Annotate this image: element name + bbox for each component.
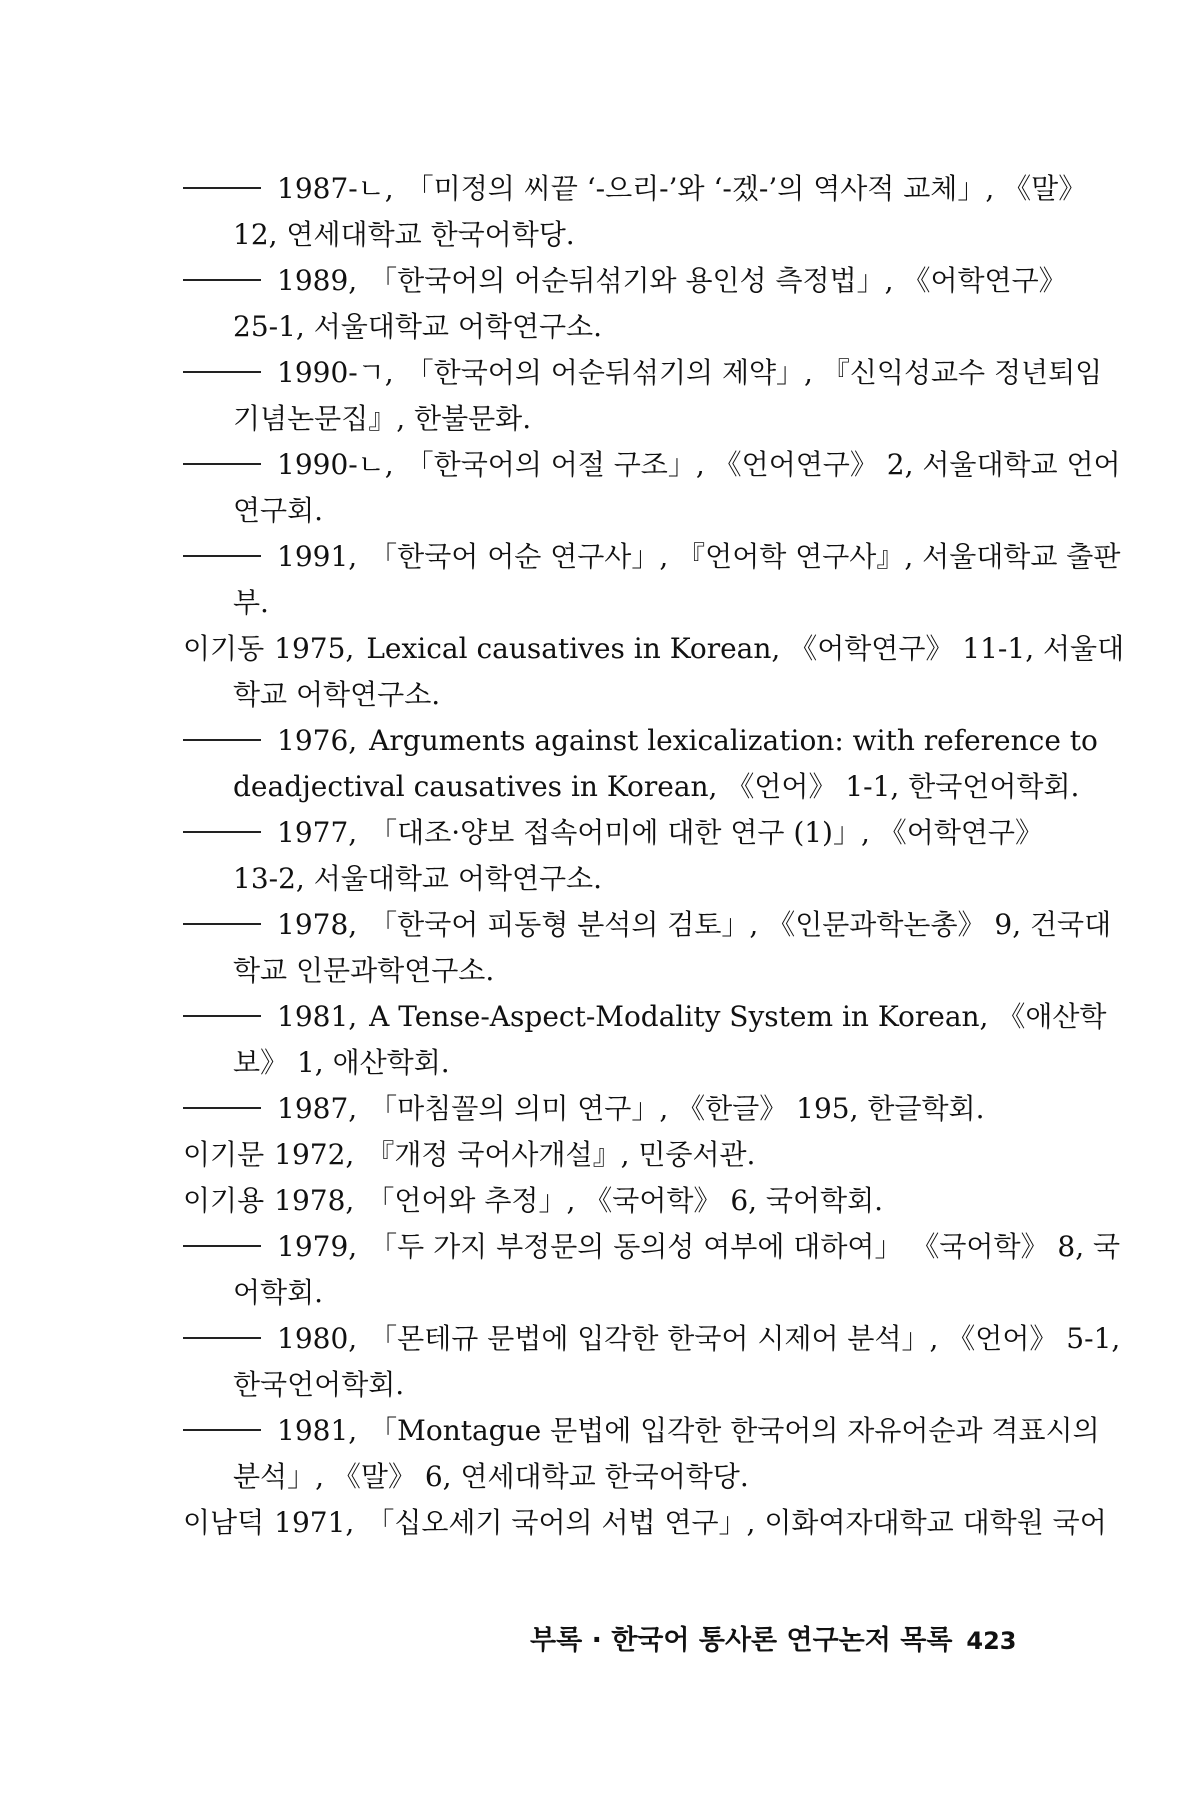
bibliography-entry: [183, 350, 1103, 442]
bibliography-entry: [183, 626, 1125, 718]
entry-continuation: 학교 어학연구소.: [233, 678, 441, 711]
entry-text: 「대조·양보 접속어미에 대한 연구 (1)」, 《어학연구》: [369, 816, 1043, 849]
entry-year: 1987,: [277, 1092, 358, 1125]
bibliography-entry: [183, 1224, 1121, 1316]
entry-continuation: 학교 인문과학연구소.: [233, 954, 495, 987]
bibliography-entry: [183, 1132, 1043, 1178]
bibliography-entry: [183, 1086, 1043, 1132]
bibliography-entry: [183, 534, 1121, 626]
entry-author: 이남덕: [183, 1506, 265, 1539]
entry-text: 「한국어의 어순뒤섞기와 용인성 측정법」, 《어학연구》: [369, 264, 1067, 297]
entry-continuation: 보》 1, 애산학회.: [233, 1046, 450, 1079]
entry-text: 『개정 국어사개설』, 민중서관.: [366, 1138, 756, 1171]
ditto-dash: [183, 187, 261, 189]
entry-first-line: [183, 1500, 1107, 1546]
bibliography-entry: [183, 1316, 1121, 1408]
entry-first-line: [183, 442, 1121, 488]
entry-year: 1991,: [277, 540, 358, 573]
entry-continuation: 연구회.: [233, 494, 324, 527]
entry-text: 「몬테규 문법에 입각한 한국어 시제어 분석」, 《언어》 5-1,: [369, 1322, 1121, 1355]
entry-year: 1981,: [277, 1414, 358, 1447]
entry-first-line: [183, 994, 1107, 1040]
entry-continuation: 25-1, 서울대학교 어학연구소.: [233, 310, 602, 343]
entry-first-line: [183, 258, 1067, 304]
bibliography-entry: [183, 718, 1098, 810]
bibliography-entry: [183, 1500, 1107, 1546]
ditto-dash: [183, 1015, 261, 1017]
entry-first-line: [183, 166, 1087, 212]
ditto-dash: [183, 279, 261, 281]
bibliography-entry: [183, 442, 1121, 534]
entry-year: 1989,: [277, 264, 358, 297]
ditto-dash: [183, 1337, 261, 1339]
entry-first-line: [183, 1086, 1043, 1132]
entry-year: 1977,: [277, 816, 358, 849]
ditto-dash: [183, 923, 261, 925]
bibliography-list: [183, 166, 1125, 1546]
entry-year: 1990-ㄴ,: [277, 448, 394, 481]
ditto-dash: [183, 831, 261, 833]
entry-text: Lexical causatives in Korean, 《어학연구》 11-1, 서울대: [366, 632, 1125, 665]
entry-continuation: 한국언어학회.: [233, 1368, 405, 1401]
entry-first-line: [183, 1224, 1121, 1270]
entry-year: 1980,: [277, 1322, 358, 1355]
entry-first-line: [183, 810, 1043, 856]
entry-continuation: 분석」, 《말》 6, 연세대학교 한국어학당.: [233, 1460, 749, 1493]
entry-year: 1972,: [274, 1138, 355, 1171]
ditto-dash: [183, 463, 261, 465]
entry-year: 1981,: [277, 1000, 358, 1033]
entry-text: 「한국어 피동형 분석의 검토」, 《인문과학논총》 9, 건국대: [369, 908, 1112, 941]
entry-text: A Tense-Aspect-Modality System in Korean, 《애산학: [369, 1000, 1107, 1033]
entry-first-line: [183, 350, 1103, 396]
entry-year: 1975,: [274, 632, 355, 665]
entry-first-line: [183, 1178, 1043, 1224]
page-number: 423: [966, 1627, 1017, 1655]
entry-first-line: [183, 534, 1121, 580]
entry-year: 1976,: [277, 724, 358, 757]
entry-first-line: [183, 1316, 1121, 1362]
entry-year: 1971,: [274, 1506, 355, 1539]
entry-continuation: 부.: [233, 586, 269, 619]
entry-continuation: 13-2, 서울대학교 어학연구소.: [233, 862, 602, 895]
ditto-dash: [183, 1245, 261, 1247]
bibliography-entry: [183, 994, 1107, 1086]
entry-text: 「Montague 문법에 입각한 한국어의 자유어순과 격표시의: [369, 1414, 1100, 1447]
entry-author: 이기용: [183, 1184, 265, 1217]
bibliography-entry: [183, 902, 1112, 994]
entry-year: 1978,: [274, 1184, 355, 1217]
entry-text: Arguments against lexicalization: with reference to: [369, 724, 1098, 757]
ditto-dash: [183, 555, 261, 557]
entry-text: 「언어와 추정」, 《국어학》 6, 국어학회.: [366, 1184, 884, 1217]
ditto-dash: [183, 1429, 261, 1431]
entry-first-line: [183, 902, 1112, 948]
entry-year: 1987-ㄴ,: [277, 172, 394, 205]
entry-text: 「십오세기 국어의 서법 연구」, 이화여자대학교 대학원 국어: [366, 1506, 1107, 1539]
bibliography-entry: [183, 258, 1067, 350]
entry-text: 「한국어 어순 연구사」, 『언어학 연구사』, 서울대학교 출판: [369, 540, 1121, 573]
ditto-dash: [183, 739, 261, 741]
entry-text: 「한국어의 어절 구조」, 《언어연구》 2, 서울대학교 언어: [405, 448, 1121, 481]
bibliography-entry: [183, 810, 1043, 902]
entry-text: 「한국어의 어순뒤섞기의 제약」, 『신익성교수 정년퇴임: [405, 356, 1103, 389]
running-footer: [530, 1618, 1030, 1657]
entry-year: 1979,: [277, 1230, 358, 1263]
ditto-dash: [183, 371, 261, 373]
entry-first-line: [183, 626, 1125, 672]
entry-year: 1990-ㄱ,: [277, 356, 394, 389]
entry-continuation: deadjectival causatives in Korean, 《언어》 1-1, 한국언어학회.: [233, 770, 1080, 803]
entry-text: 「미정의 씨끝 ‘-으리-’와 ‘-겠-’의 역사적 교체」, 《말》: [405, 172, 1087, 205]
entry-text: 「마침꼴의 의미 연구」, 《한글》 195, 한글학회.: [369, 1092, 985, 1125]
footer-title: 부록 · 한국어 통사론 연구논저 목록: [530, 1625, 953, 1656]
entry-first-line: [183, 718, 1098, 764]
entry-first-line: [183, 1132, 1043, 1178]
entry-continuation: 어학회.: [233, 1276, 324, 1309]
entry-year: 1978,: [277, 908, 358, 941]
entry-first-line: [183, 1408, 1100, 1454]
bibliography-entry: [183, 1178, 1043, 1224]
entry-author: 이기문: [183, 1138, 265, 1171]
entry-continuation: 12, 연세대학교 한국어학당.: [233, 218, 575, 251]
bibliography-entry: [183, 1408, 1100, 1500]
entry-continuation: 기념논문집』, 한불문화.: [233, 402, 532, 435]
entry-author: 이기동: [183, 632, 265, 665]
ditto-dash: [183, 1107, 261, 1109]
bibliography-entry: [183, 166, 1087, 258]
entry-text: 「두 가지 부정문의 동의성 여부에 대하여」 《국어학》 8, 국: [369, 1230, 1121, 1263]
